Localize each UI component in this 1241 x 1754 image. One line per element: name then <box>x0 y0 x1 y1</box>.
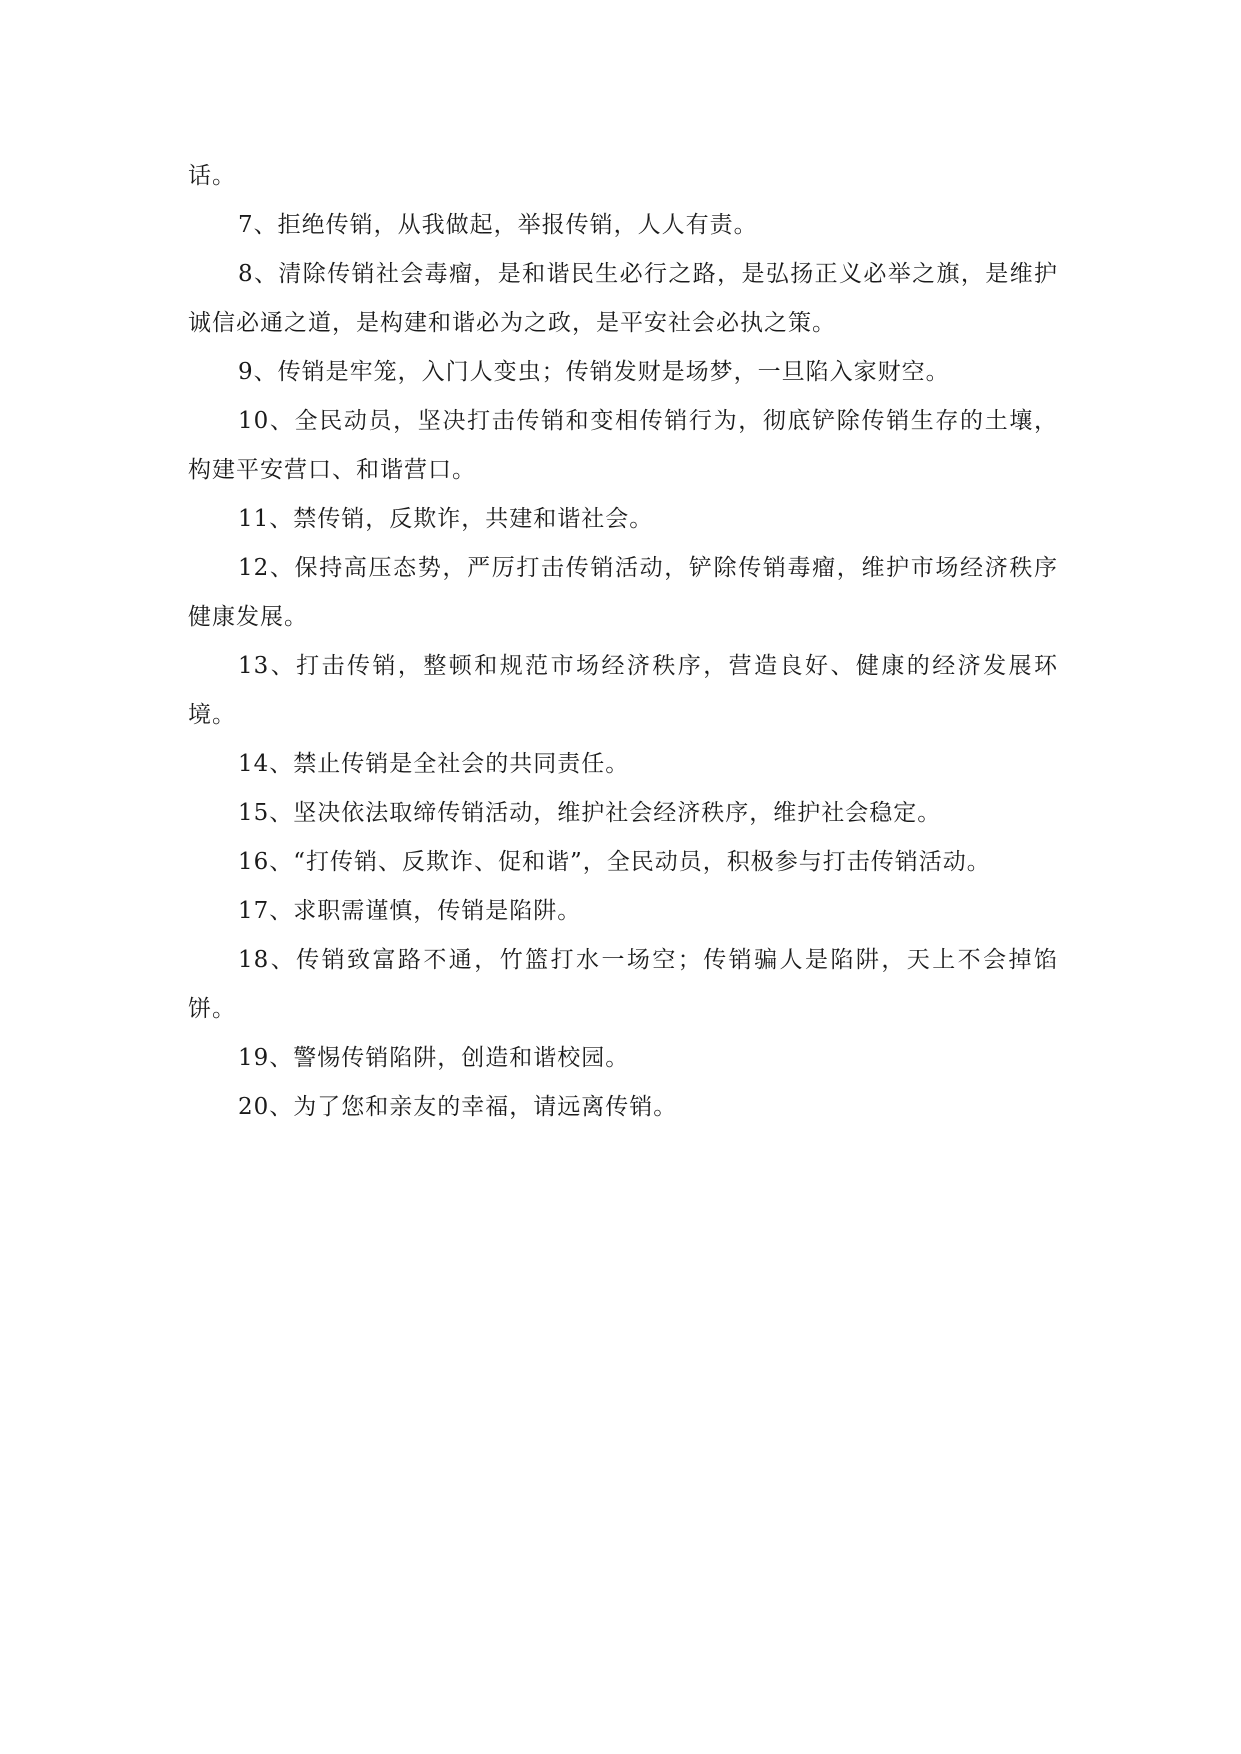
slogan-16: 16、“打传销、反欺诈、促和谐”，全民动员，积极参与打击传销活动。 <box>238 849 991 875</box>
slogan-15: 15、坚决依法取缔传销活动，维护社会经济秩序，维护社会稳定。 <box>238 800 942 826</box>
slogan-8: 8、清除传销社会毒瘤，是和谐民生必行之路，是弘扬正义必举之旗，是维护诚信必通之道，是构建和谐必为之政，是平安社会必执之策。 <box>188 261 1058 336</box>
document-body <box>188 152 1058 1132</box>
slogan-12: 12、保持高压态势，严厉打击传销活动，铲除传销毒瘤，维护市场经济秩序健康发展。 <box>188 555 1058 630</box>
slogan-17: 17、求职需谨慎，传销是陷阱。 <box>238 898 582 924</box>
slogan-7: 7、拒绝传销，从我做起，举报传销，人人有责。 <box>238 212 758 238</box>
slogan-20: 20、为了您和亲友的幸福，请远离传销。 <box>238 1094 678 1120</box>
slogan-9: 9、传销是牢笼，入门人变虫；传销发财是场梦，一旦陷入家财空。 <box>238 359 950 385</box>
slogan-13: 13、打击传销，整顿和规范市场经济秩序，营造良好、健康的经济发展环境。 <box>188 653 1058 728</box>
slogan-14: 14、禁止传销是全社会的共同责任。 <box>238 751 630 777</box>
paragraph-continued: 话。 <box>188 163 236 189</box>
slogan-18: 18、传销致富路不通，竹篮打水一场空；传销骗人是陷阱，天上不会掉馅饼。 <box>188 947 1058 1022</box>
slogan-11: 11、禁传销，反欺诈，共建和谐社会。 <box>238 506 654 532</box>
slogan-19: 19、警惕传销陷阱，创造和谐校园。 <box>238 1045 630 1071</box>
slogan-10: 10、全民动员，坚决打击传销和变相传销行为，彻底铲除传销生存的土壤，构建平安营口、和谐营口。 <box>188 408 1058 483</box>
